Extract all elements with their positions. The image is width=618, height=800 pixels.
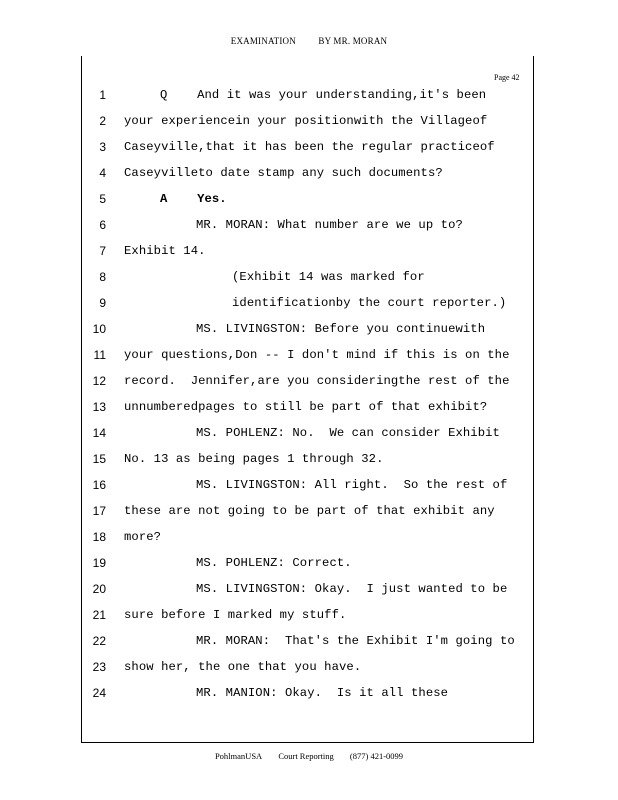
transcript-line: show her, the one that you have.	[124, 660, 362, 674]
transcript-line-speaker: MR. MORAN: What number are we up to?	[196, 218, 463, 232]
line-number: 1	[99, 88, 106, 102]
transcript-line-answer: A Yes.	[160, 192, 227, 206]
transcript-line-speaker: MR. MANION: Okay. Is it all these	[196, 686, 449, 700]
transcript-line: record. Jennifer,are you consideringthe rest of the	[124, 374, 510, 388]
transcript-line-speaker: MS. LIVINGSTON: Okay. I just wanted to be	[196, 582, 508, 596]
line-number: 3	[99, 140, 106, 154]
line-number: 9	[99, 296, 106, 310]
page-footer	[0, 751, 618, 761]
transcript-line: your questions,Don -- I don't mind if this is on the	[124, 348, 510, 362]
transcript-line-speaker: MS. LIVINGSTON: All right. So the rest of	[196, 478, 508, 492]
transcript-line-question: Q And it was your understanding,it's been	[160, 88, 487, 102]
line-number: 17	[92, 504, 106, 518]
line-number: 21	[92, 608, 106, 622]
transcript-line-speaker: MS. POHLENZ: Correct.	[196, 556, 352, 570]
line-number: 6	[99, 218, 106, 232]
footer-phone: (877) 421-0099	[349, 751, 404, 761]
transcript-line-parenthetical: (Exhibit 14 was marked for	[232, 270, 425, 284]
line-number: 12	[92, 374, 106, 388]
transcript-line: Exhibit 14.	[124, 244, 206, 258]
line-number: 18	[92, 530, 106, 544]
header-section: EXAMINATION	[230, 36, 296, 46]
transcript-line: sure before I marked my stuff.	[124, 608, 347, 622]
line-number: 23	[92, 660, 106, 674]
transcript-line: more?	[124, 530, 162, 544]
line-number: 4	[99, 166, 106, 180]
line-number: 13	[92, 400, 106, 414]
transcript-line-speaker: MS. POHLENZ: No. We can consider Exhibit	[196, 426, 500, 440]
transcript-line-parenthetical: identificationby the court reporter.)	[232, 296, 507, 310]
transcript-line: unnumberedpages to still be part of that exhibit?	[124, 400, 488, 414]
line-number: 14	[92, 426, 106, 440]
page-number: Page 42	[494, 73, 520, 82]
line-number: 5	[99, 192, 106, 206]
line-number: 8	[99, 270, 106, 284]
line-number: 20	[92, 582, 106, 596]
header-examiner: BY MR. MORAN	[318, 36, 388, 46]
transcript-line-speaker: MS. LIVINGSTON: Before you continuewith	[196, 322, 486, 336]
transcript-line: Caseyville,that it has been the regular practiceof	[124, 140, 495, 154]
transcript-line: these are not going to be part of that exhibit any	[124, 504, 495, 518]
line-number: 16	[92, 478, 106, 492]
line-number: 19	[92, 556, 106, 570]
line-number: 11	[93, 348, 106, 362]
transcript-line: your experiencein your positionwith the Villageof	[124, 114, 488, 128]
transcript-line: No. 13 as being pages 1 through 32.	[124, 452, 384, 466]
line-number: 22	[92, 634, 106, 648]
line-number: 24	[92, 686, 106, 700]
footer-service: Court Reporting	[278, 751, 334, 761]
line-number: 10	[92, 322, 106, 336]
footer-company: PohlmanUSA	[214, 751, 263, 761]
line-number: 7	[99, 244, 106, 258]
transcript-line-speaker: MR. MORAN: That's the Exhibit I'm going to	[196, 634, 515, 648]
line-number: 15	[92, 452, 106, 466]
transcript-line: Caseyvilleto date stamp any such documents?	[124, 166, 443, 180]
page-header	[0, 36, 618, 46]
line-number: 2	[99, 114, 106, 128]
